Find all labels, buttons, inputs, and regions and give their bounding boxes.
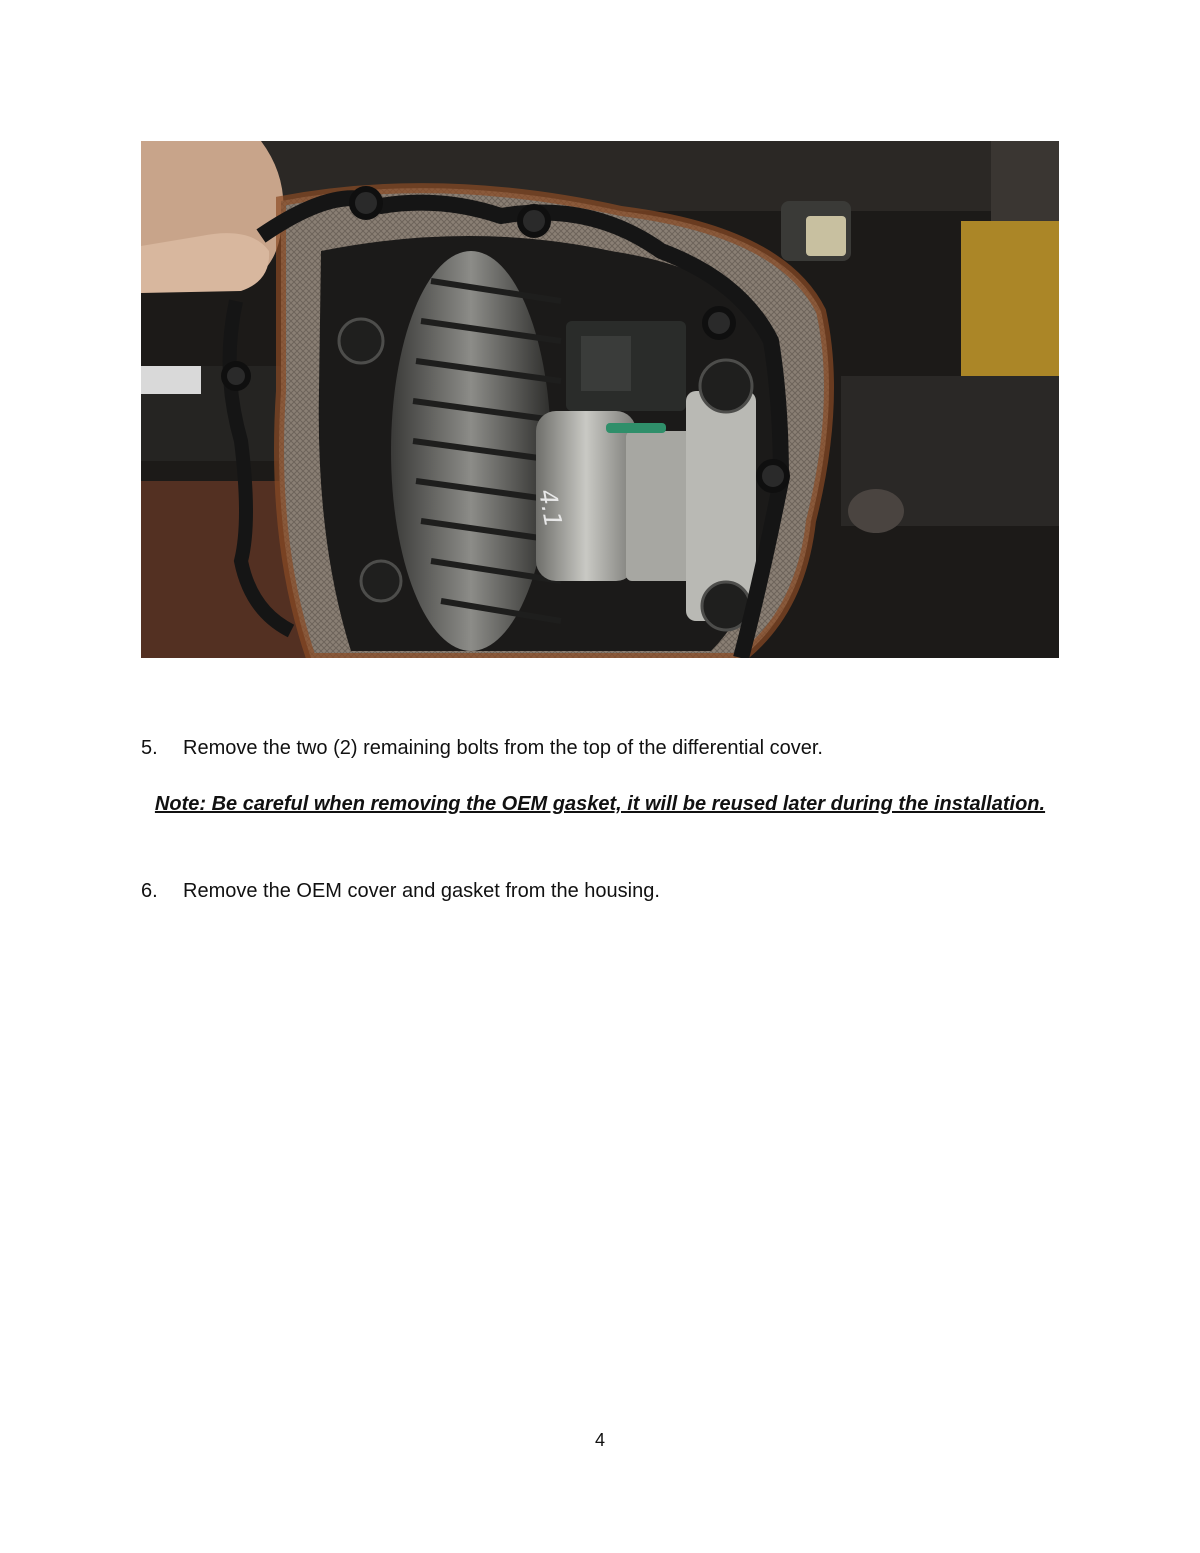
page-number: 4 (594, 1430, 605, 1450)
step-6-text: Remove the OEM cover and gasket from the housing. (183, 880, 660, 902)
step-6-number: 6. (141, 880, 158, 902)
differential-illustration (141, 141, 1059, 658)
step-6 (141, 877, 660, 905)
gear-ratio-marking: 4.1 (533, 487, 568, 530)
step-5-text: Remove the two (2) remaining bolts from the top of the differential cover. (183, 737, 823, 759)
step-5-number: 5. (141, 737, 158, 759)
differential-photo (141, 141, 1059, 658)
gasket-note: Note: Be careful when removing the OEM gasket, it will be reused later during the installation. (154, 793, 1046, 815)
step-5 (141, 734, 823, 762)
